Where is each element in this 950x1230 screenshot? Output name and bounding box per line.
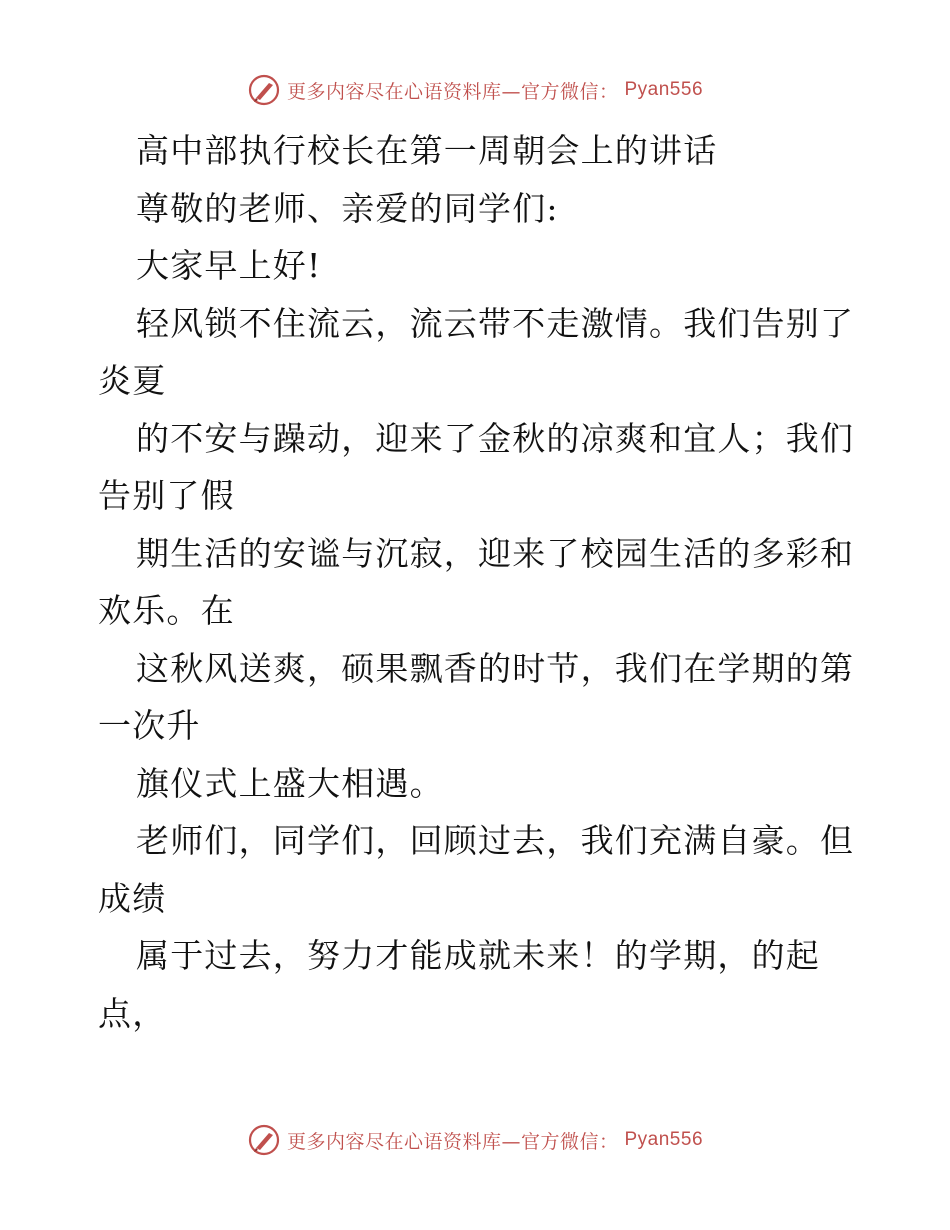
text-line: 轻风锁不住流云，流云带不走激情。我们告别了 [136, 303, 855, 343]
watermark-text: 更多内容尽在心语资料库—官方微信： [286, 80, 619, 103]
header-watermark [0, 70, 950, 110]
watermark-wechat-id: Pyan556 [624, 1129, 704, 1150]
text-line: 告别了假 [98, 476, 235, 515]
text-line: 的不安与躁动，迎来了金秋的凉爽和宜人；我们 [136, 418, 855, 458]
watermark-text: 更多内容尽在心语资料库—官方微信： [286, 1130, 619, 1153]
text-line: 期生活的安谧与沉寂，迎来了校园生活的多彩和 [136, 533, 855, 573]
text-line: 老师们，同学们，回顾过去，我们充满自豪。但 [136, 821, 855, 860]
text-line: 欢乐。在 [98, 591, 235, 630]
text-line: 一次升 [98, 706, 201, 745]
quill-pen-logo-icon [247, 73, 281, 107]
text-line: 点， [98, 993, 167, 1033]
footer-watermark [0, 1120, 950, 1160]
text-line: 这秋风送爽，硕果飘香的时节，我们在学期的第 [136, 648, 855, 688]
document-body [98, 122, 858, 1042]
text-line: 大家早上好! [136, 246, 322, 285]
text-line: 尊敬的老师、亲爱的同学们: [136, 188, 559, 228]
text-line: 炎夏 [98, 361, 167, 400]
text-line: 高中部执行校长在第一周朝会上的讲话 [136, 131, 718, 170]
text-line: 属于过去，努力才能成就未来！的学期，的起 [136, 936, 820, 975]
text-line: 旗仪式上盛大相遇。 [136, 763, 444, 803]
quill-pen-logo-icon [247, 1123, 281, 1157]
text-line: 成绩 [98, 878, 167, 918]
watermark-wechat-id: Pyan556 [624, 79, 704, 100]
